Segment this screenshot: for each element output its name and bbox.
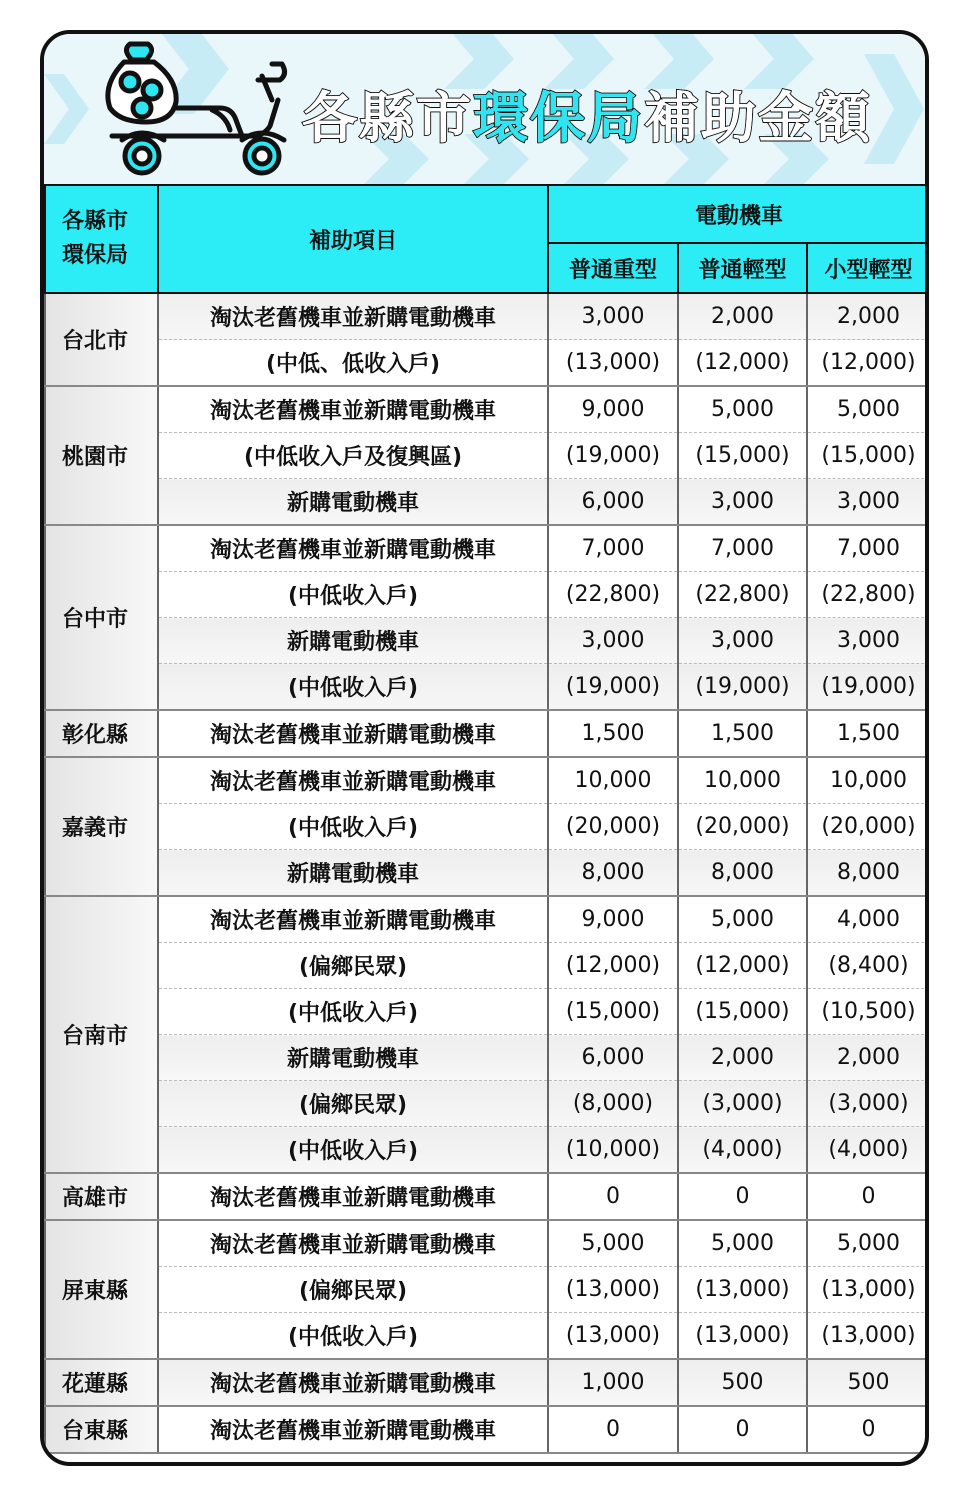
city-cell: 屏東縣 <box>45 1220 158 1359</box>
amount-cell: (13,000) <box>807 1267 929 1313</box>
amount-cell: 0 <box>807 1173 929 1220</box>
city-cell: 高雄市 <box>45 1173 158 1220</box>
amount-cell: (19,000) <box>678 664 807 711</box>
table-row <box>45 804 929 850</box>
item-cell: 淘汰老舊機車並新購電動機車 <box>158 293 548 340</box>
amount-cell: 5,000 <box>678 1220 807 1267</box>
table-row <box>45 386 929 433</box>
amount-cell: 2,000 <box>678 1035 807 1081</box>
table-row <box>45 943 929 989</box>
amount-cell: 5,000 <box>807 1220 929 1267</box>
table-row <box>45 433 929 479</box>
city-cell: 花蓮縣 <box>45 1359 158 1406</box>
amount-cell: (19,000) <box>807 664 929 711</box>
amount-cell: 7,000 <box>548 525 678 572</box>
table-row <box>45 525 929 572</box>
amount-cell: 6,000 <box>548 479 678 526</box>
city-cell: 彰化縣 <box>45 710 158 757</box>
table-row <box>45 479 929 526</box>
table-row <box>45 1035 929 1081</box>
amount-cell: 3,000 <box>548 618 678 664</box>
amount-cell: 10,000 <box>678 757 807 804</box>
amount-cell: (22,800) <box>678 572 807 618</box>
amount-cell: 7,000 <box>807 525 929 572</box>
amount-cell: 9,000 <box>548 896 678 943</box>
item-cell: (中低收入戶及復興區) <box>158 433 548 479</box>
item-cell: (中低收入戶) <box>158 1313 548 1360</box>
scooter-icon <box>102 40 302 180</box>
amount-cell: (13,000) <box>678 1267 807 1313</box>
table-row <box>45 1406 929 1453</box>
amount-cell: 8,000 <box>678 850 807 897</box>
table-row <box>45 710 929 757</box>
table-body <box>45 293 929 1453</box>
amount-cell: (13,000) <box>678 1313 807 1360</box>
city-cell: 桃園市 <box>45 386 158 525</box>
item-cell: (中低收入戶) <box>158 1127 548 1174</box>
table-row <box>45 1127 929 1174</box>
amount-cell: 0 <box>548 1173 678 1220</box>
amount-cell: 3,000 <box>807 479 929 526</box>
amount-cell: 3,000 <box>678 618 807 664</box>
header-group: 電動機車 <box>548 185 929 243</box>
amount-cell: (19,000) <box>548 664 678 711</box>
item-cell: 淘汰老舊機車並新購電動機車 <box>158 1220 548 1267</box>
amount-cell: (13,000) <box>807 1313 929 1360</box>
amount-cell: 9,000 <box>548 386 678 433</box>
city-cell: 台南市 <box>45 896 158 1173</box>
table-row <box>45 1267 929 1313</box>
item-cell: 淘汰老舊機車並新購電動機車 <box>158 1406 548 1453</box>
table-row <box>45 850 929 897</box>
header-city <box>45 185 158 293</box>
item-cell: 淘汰老舊機車並新購電動機車 <box>158 710 548 757</box>
item-cell: 新購電動機車 <box>158 479 548 526</box>
amount-cell: (3,000) <box>678 1081 807 1127</box>
city-cell: 台中市 <box>45 525 158 710</box>
title-banner <box>44 34 925 184</box>
header-type-3: 小型輕型 <box>807 243 929 293</box>
amount-cell: (8,400) <box>807 943 929 989</box>
header-city-text: 各縣市 環保局 <box>62 209 129 268</box>
subsidy-card <box>40 30 929 1466</box>
header-item: 補助項目 <box>158 185 548 293</box>
header-type-1: 普通重型 <box>548 243 678 293</box>
amount-cell: (13,000) <box>548 1267 678 1313</box>
amount-cell: 5,000 <box>678 896 807 943</box>
amount-cell: 8,000 <box>807 850 929 897</box>
amount-cell: 1,500 <box>678 710 807 757</box>
amount-cell: 3,000 <box>678 479 807 526</box>
amount-cell: 0 <box>678 1173 807 1220</box>
amount-cell: 500 <box>678 1359 807 1406</box>
item-cell: 淘汰老舊機車並新購電動機車 <box>158 386 548 433</box>
page-title <box>302 74 872 153</box>
table-row <box>45 293 929 340</box>
amount-cell: (3,000) <box>807 1081 929 1127</box>
city-cell: 嘉義市 <box>45 757 158 896</box>
amount-cell: 8,000 <box>548 850 678 897</box>
amount-cell: 500 <box>807 1359 929 1406</box>
item-cell: 淘汰老舊機車並新購電動機車 <box>158 1173 548 1220</box>
table-row <box>45 618 929 664</box>
title-part-2: 環保局 <box>473 86 645 150</box>
amount-cell: 5,000 <box>678 386 807 433</box>
amount-cell: (15,000) <box>678 433 807 479</box>
amount-cell: (12,000) <box>807 340 929 387</box>
amount-cell: (12,000) <box>678 943 807 989</box>
amount-cell: (20,000) <box>548 804 678 850</box>
amount-cell: (8,000) <box>548 1081 678 1127</box>
item-cell: 淘汰老舊機車並新購電動機車 <box>158 525 548 572</box>
amount-cell: (4,000) <box>807 1127 929 1174</box>
title-part-1: 各縣市 <box>302 86 474 150</box>
amount-cell: (20,000) <box>807 804 929 850</box>
amount-cell: 1,500 <box>548 710 678 757</box>
table-row <box>45 340 929 387</box>
city-cell: 台東縣 <box>45 1406 158 1453</box>
item-cell: (偏鄉民眾) <box>158 1267 548 1313</box>
item-cell: (中低收入戶) <box>158 572 548 618</box>
item-cell: 淘汰老舊機車並新購電動機車 <box>158 896 548 943</box>
table-row <box>45 572 929 618</box>
table-row <box>45 1173 929 1220</box>
table-row <box>45 1081 929 1127</box>
item-cell: 新購電動機車 <box>158 618 548 664</box>
table-row <box>45 896 929 943</box>
amount-cell: 0 <box>807 1406 929 1453</box>
amount-cell: 3,000 <box>807 618 929 664</box>
amount-cell: (22,800) <box>548 572 678 618</box>
item-cell: (中低收入戶) <box>158 804 548 850</box>
amount-cell: 7,000 <box>678 525 807 572</box>
item-cell: 淘汰老舊機車並新購電動機車 <box>158 757 548 804</box>
city-cell: 台北市 <box>45 293 158 386</box>
table-row <box>45 1359 929 1406</box>
table-row <box>45 1220 929 1267</box>
amount-cell: 5,000 <box>807 386 929 433</box>
amount-cell: (10,500) <box>807 989 929 1035</box>
table-row <box>45 757 929 804</box>
amount-cell: 1,500 <box>807 710 929 757</box>
amount-cell: 10,000 <box>807 757 929 804</box>
amount-cell: (20,000) <box>678 804 807 850</box>
table-row <box>45 664 929 711</box>
item-cell: (中低收入戶) <box>158 989 548 1035</box>
amount-cell: (22,800) <box>807 572 929 618</box>
item-cell: (中低、低收入戶) <box>158 340 548 387</box>
item-cell: 淘汰老舊機車並新購電動機車 <box>158 1359 548 1406</box>
title-part-3: 補助金額 <box>644 86 873 150</box>
item-cell: 新購電動機車 <box>158 850 548 897</box>
amount-cell: (10,000) <box>548 1127 678 1174</box>
amount-cell: 0 <box>548 1406 678 1453</box>
table-row <box>45 1313 929 1360</box>
amount-cell: 3,000 <box>548 293 678 340</box>
amount-cell: 0 <box>678 1406 807 1453</box>
item-cell: 新購電動機車 <box>158 1035 548 1081</box>
amount-cell: (15,000) <box>548 989 678 1035</box>
item-cell: (偏鄉民眾) <box>158 943 548 989</box>
amount-cell: 4,000 <box>807 896 929 943</box>
amount-cell: 2,000 <box>807 293 929 340</box>
amount-cell: 2,000 <box>678 293 807 340</box>
amount-cell: (15,000) <box>678 989 807 1035</box>
amount-cell: (13,000) <box>548 1313 678 1360</box>
subsidy-table <box>44 184 929 1454</box>
amount-cell: 5,000 <box>548 1220 678 1267</box>
item-cell: (中低收入戶) <box>158 664 548 711</box>
amount-cell: 1,000 <box>548 1359 678 1406</box>
table-row <box>45 989 929 1035</box>
amount-cell: (13,000) <box>548 340 678 387</box>
amount-cell: 10,000 <box>548 757 678 804</box>
amount-cell: (12,000) <box>678 340 807 387</box>
amount-cell: 6,000 <box>548 1035 678 1081</box>
amount-cell: (15,000) <box>807 433 929 479</box>
amount-cell: (19,000) <box>548 433 678 479</box>
item-cell: (偏鄉民眾) <box>158 1081 548 1127</box>
header-type-2: 普通輕型 <box>678 243 807 293</box>
amount-cell: (4,000) <box>678 1127 807 1174</box>
amount-cell: 2,000 <box>807 1035 929 1081</box>
amount-cell: (12,000) <box>548 943 678 989</box>
